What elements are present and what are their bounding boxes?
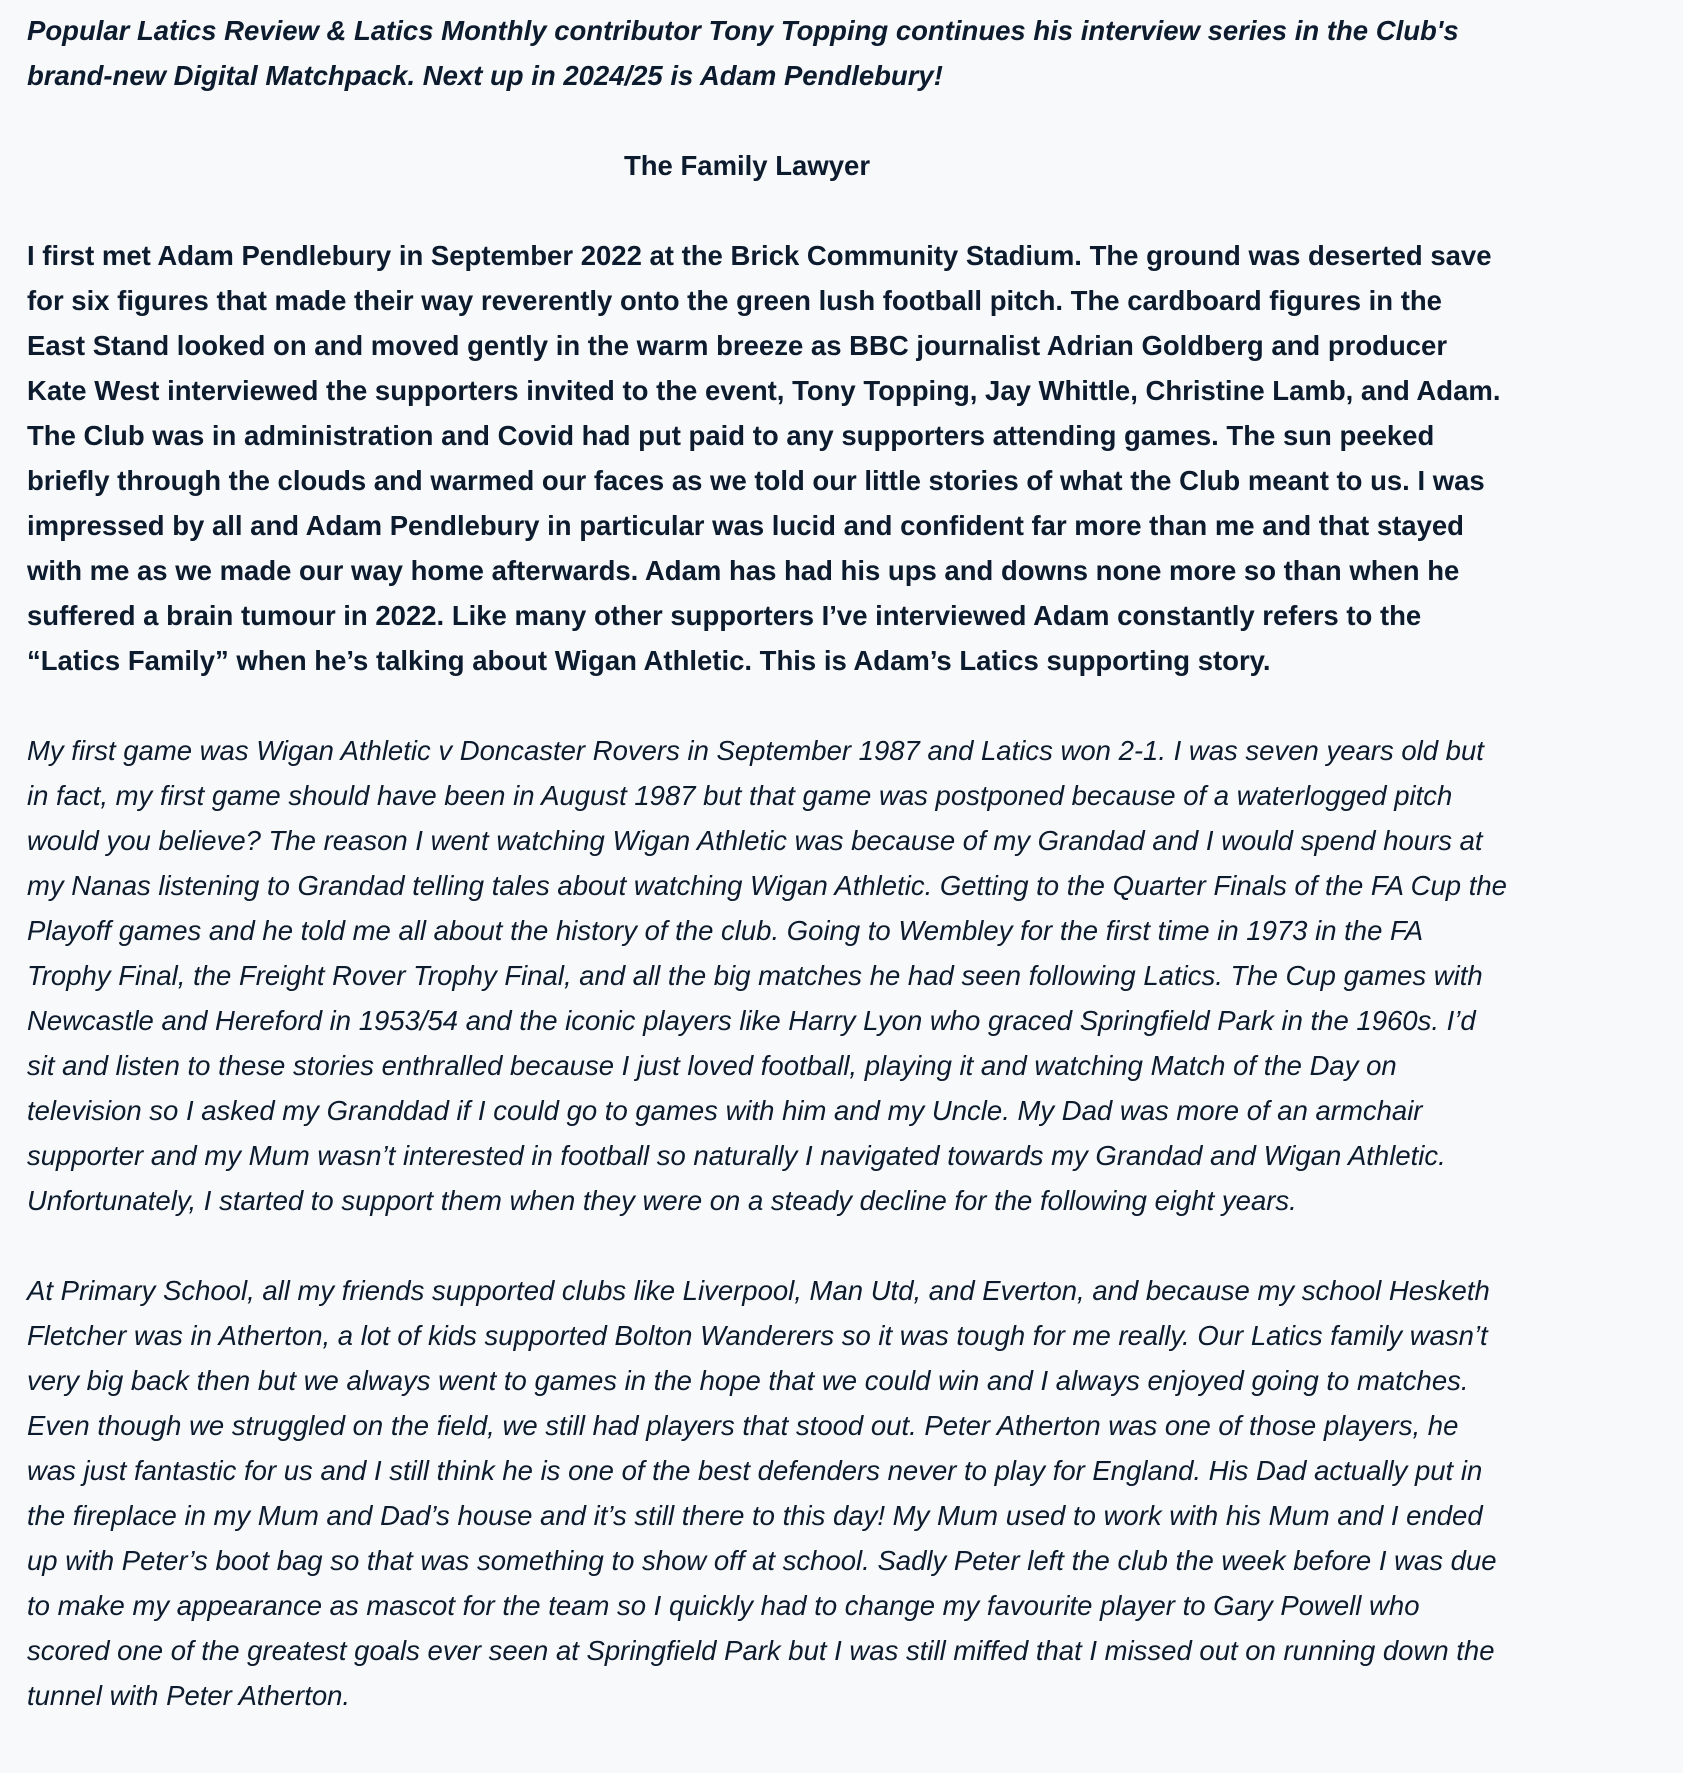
article-paragraph-intro: I first met Adam Pendlebury in September 2022 at the Brick Community Stadium. The ground was deserted save for six figures that made their way reverently onto the green lush football pitch. The cardboard figures in the East Stand looked on and moved gently in the warm breeze as BBC journalist Adrian Goldberg and producer Kate West interviewed the supporters invited to the event, Tony Topping, Jay Whittle, Christine Lamb, and Adam. The Club was in administration and Covid had put paid to any supporters attending games. The sun peeked briefly through the clouds and warmed our faces as we told our little stories of what the Club meant to us. I was impressed by all and Adam Pendlebury in particular was lucid and confident far more than me and that stayed with me as we made our way home afterwards. Adam has had his ups and downs none more so than when he suffered a brain tumour in 2022. Like many other supporters I’ve interviewed Adam constantly refers to the “Latics Family” when he’s talking about Wigan Athletic. This is Adam’s Latics supporting story. <box>27 240 1501 676</box>
article-heading: The Family Lawyer <box>623 150 871 181</box>
article-paragraph: My first game was Wigan Athletic v Doncaster Rovers in September 1987 and Latics won 2-1. I was seven years old but in fact, my first game should have been in August 1987 but that game was postponed because of a waterlogged pitch would you believe? The reason I went watching Wigan Athletic was because of my Grandad and I would spend hours at my Nanas listening to Grandad telling tales about watching Wigan Athletic. Getting to the Quarter Finals of the FA Cup the Playoff games and he told me all about the history of the club. Going to Wembley for the first time in 1973 in the FA Trophy Final, the Freight Rover Trophy Final, and all the big matches he had seen following Latics. The Cup games with Newcastle and Hereford in 1953/54 and the iconic players like Harry Lyon who graced Springfield Park in the 1960s. I’d sit and listen to these stories enthralled because I just loved football, playing it and watching Match of the Day on television so I asked my Granddad if I could go to games with him and my Uncle. My Dad was more of an armchair supporter and my Mum wasn’t interested in football so naturally I navigated towards my Grandad and Wigan Athletic. Unfortunately, I started to support them when they were on a steady decline for the following eight years. <box>27 735 1507 1216</box>
article-intro: Popular Latics Review & Latics Monthly contributor Tony Topping continues his interview series in the Club's brand-new Digital Matchpack. Next up in 2024/25 is Adam Pendlebury! <box>27 15 1459 91</box>
article-paragraph: At Primary School, all my friends supported clubs like Liverpool, Man Utd, and Everton, and because my school Hesketh Fletcher was in Atherton, a lot of kids supported Bolton Wanderers so it was tough for me really. Our Latics family wasn’t very big back then but we always went to games in the hope that we could win and I always enjoyed going to matches. Even though we struggled on the field, we still had players that stood out. Peter Atherton was one of those players, he was just fantastic for us and I still think he is one of the best defenders never to play for England. His Dad actually put in the fireplace in my Mum and Dad’s house and it’s still there to this day! My Mum used to work with his Mum and I ended up with Peter’s boot bag so that was something to show off at school. Sadly Peter left the club the week before I was due to make my appearance as mascot for the team so I quickly had to change my favourite player to Gary Powell who scored one of the greatest goals ever seen at Springfield Park but I was still miffed that I missed out on running down the tunnel with Peter Atherton. <box>27 1275 1497 1711</box>
